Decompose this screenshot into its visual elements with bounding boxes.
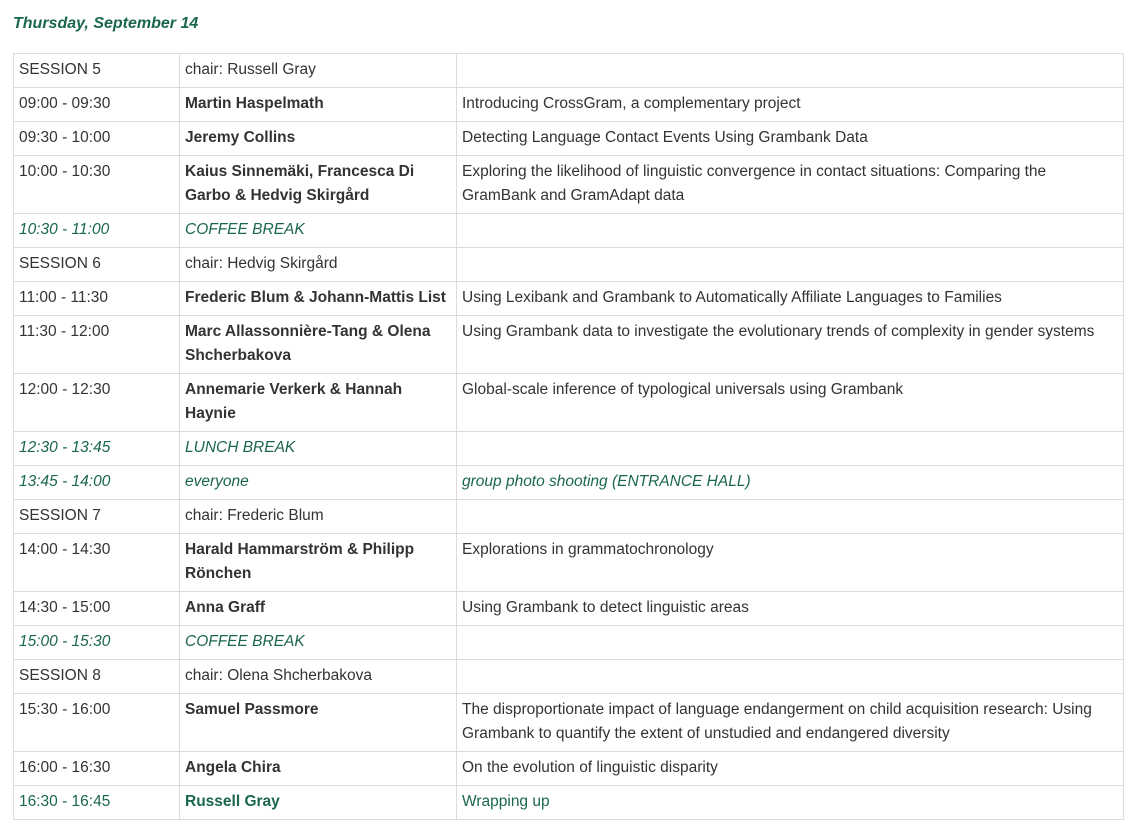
speaker-cell: LUNCH BREAK [180, 432, 457, 466]
title-cell [457, 432, 1124, 466]
break-row [14, 466, 1124, 500]
session-header-row [14, 54, 1124, 88]
speaker-cell: Angela Chira [180, 752, 457, 786]
speaker-cell: Jeremy Collins [180, 122, 457, 156]
time-cell: 09:30 - 10:00 [14, 122, 180, 156]
title-cell: The disproportionate impact of language endangerment on child acquisition research: Using Grambank to quantify the extent of unstudied and endangered diversity [457, 694, 1124, 752]
title-cell [457, 248, 1124, 282]
time-cell: SESSION 6 [14, 248, 180, 282]
session-header-row [14, 660, 1124, 694]
speaker-cell: everyone [180, 466, 457, 500]
time-cell: 14:00 - 14:30 [14, 534, 180, 592]
time-cell: 14:30 - 15:00 [14, 592, 180, 626]
title-cell [457, 500, 1124, 534]
schedule-table [13, 53, 1124, 820]
time-cell: 15:00 - 15:30 [14, 626, 180, 660]
closing-row [14, 786, 1124, 820]
schedule-body [14, 54, 1124, 820]
speaker-cell: chair: Frederic Blum [180, 500, 457, 534]
title-cell: Introducing CrossGram, a complementary project [457, 88, 1124, 122]
table-row [14, 534, 1124, 592]
speaker-cell: Samuel Passmore [180, 694, 457, 752]
time-cell: 11:30 - 12:00 [14, 316, 180, 374]
table-row [14, 694, 1124, 752]
title-cell: group photo shooting (ENTRANCE HALL) [457, 466, 1124, 500]
speaker-cell: Frederic Blum & Johann-Mattis List [180, 282, 457, 316]
break-row [14, 626, 1124, 660]
title-cell [457, 660, 1124, 694]
time-cell: SESSION 5 [14, 54, 180, 88]
time-cell: 09:00 - 09:30 [14, 88, 180, 122]
title-cell [457, 626, 1124, 660]
speaker-cell: Kaius Sinnemäki, Francesca Di Garbo & Hedvig Skirgård [180, 156, 457, 214]
speaker-cell: Marc Allassonnière-Tang & Olena Shcherbakova [180, 316, 457, 374]
table-row [14, 752, 1124, 786]
session-header-row [14, 500, 1124, 534]
break-row [14, 432, 1124, 466]
title-cell: Exploring the likelihood of linguistic convergence in contact situations: Comparing the GramBank and GramAdapt data [457, 156, 1124, 214]
title-cell: Detecting Language Contact Events Using Grambank Data [457, 122, 1124, 156]
time-cell: SESSION 8 [14, 660, 180, 694]
time-cell: 16:00 - 16:30 [14, 752, 180, 786]
day-heading: Thursday, September 14 [13, 15, 199, 32]
title-cell: Global-scale inference of typological universals using Grambank [457, 374, 1124, 432]
time-cell: 16:30 - 16:45 [14, 786, 180, 820]
speaker-cell: COFFEE BREAK [180, 214, 457, 248]
table-row [14, 592, 1124, 626]
title-cell: Using Lexibank and Grambank to Automatically Affiliate Languages to Families [457, 282, 1124, 316]
time-cell: 12:00 - 12:30 [14, 374, 180, 432]
session-header-row [14, 248, 1124, 282]
speaker-cell: Anna Graff [180, 592, 457, 626]
time-cell: 15:30 - 16:00 [14, 694, 180, 752]
break-row [14, 214, 1124, 248]
title-cell [457, 54, 1124, 88]
table-row [14, 374, 1124, 432]
title-cell [457, 214, 1124, 248]
title-cell: Explorations in grammatochronology [457, 534, 1124, 592]
time-cell: 10:00 - 10:30 [14, 156, 180, 214]
table-row [14, 316, 1124, 374]
speaker-cell: Russell Gray [180, 786, 457, 820]
table-row [14, 122, 1124, 156]
speaker-cell: Martin Haspelmath [180, 88, 457, 122]
speaker-cell: Harald Hammarström & Philipp Rönchen [180, 534, 457, 592]
time-cell: 12:30 - 13:45 [14, 432, 180, 466]
time-cell: 10:30 - 11:00 [14, 214, 180, 248]
title-cell: On the evolution of linguistic disparity [457, 752, 1124, 786]
table-row [14, 88, 1124, 122]
title-cell: Using Grambank data to investigate the evolutionary trends of complexity in gender systems [457, 316, 1124, 374]
speaker-cell: COFFEE BREAK [180, 626, 457, 660]
title-cell: Using Grambank to detect linguistic areas [457, 592, 1124, 626]
time-cell: SESSION 7 [14, 500, 180, 534]
title-cell: Wrapping up [457, 786, 1124, 820]
table-row [14, 282, 1124, 316]
speaker-cell: chair: Olena Shcherbakova [180, 660, 457, 694]
time-cell: 11:00 - 11:30 [14, 282, 180, 316]
time-cell: 13:45 - 14:00 [14, 466, 180, 500]
speaker-cell: Annemarie Verkerk & Hannah Haynie [180, 374, 457, 432]
table-row [14, 156, 1124, 214]
speaker-cell: chair: Hedvig Skirgård [180, 248, 457, 282]
speaker-cell: chair: Russell Gray [180, 54, 457, 88]
